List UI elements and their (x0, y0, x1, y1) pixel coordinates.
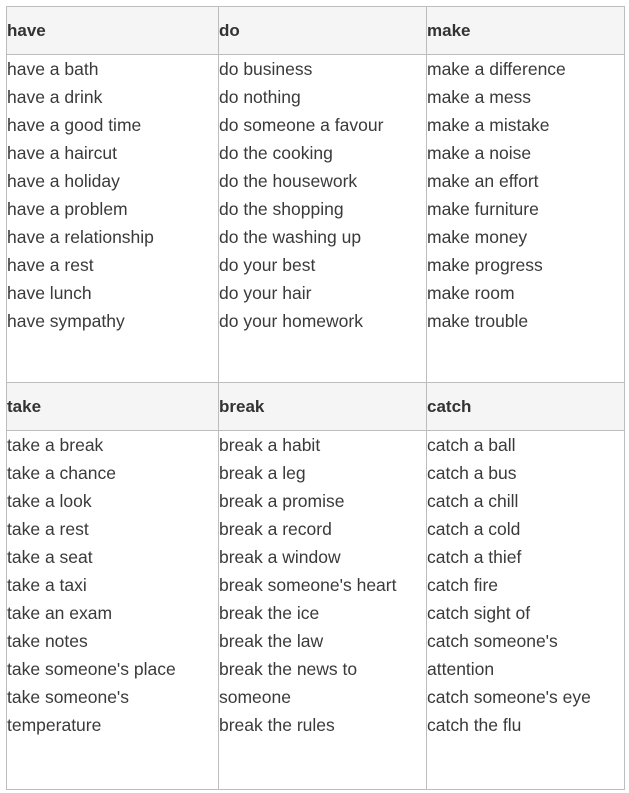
phrase-item: do someone a favour (219, 115, 384, 135)
header-row (7, 7, 625, 55)
phrase-item: catch a ball (427, 435, 516, 455)
phrase-item: make a difference (427, 59, 566, 79)
column-heading: break (219, 383, 427, 431)
phrase-item: have a holiday (7, 171, 120, 191)
phrase-item: catch a chill (427, 491, 519, 511)
phrase-item: catch someone's eye (427, 687, 591, 707)
phrase-item: attention (427, 659, 495, 679)
phrase-list (219, 431, 426, 739)
phrase-item: break a leg (219, 463, 306, 483)
phrase-list (7, 431, 218, 739)
column-heading: catch (427, 383, 625, 431)
phrase-item: do your hair (219, 283, 312, 303)
phrase-item: have a haircut (7, 143, 117, 163)
phrase-item: catch a cold (427, 519, 521, 539)
phrases-row (7, 431, 625, 790)
phrase-item: catch a bus (427, 463, 517, 483)
phrase-item: have a relationship (7, 227, 154, 247)
phrase-item: do the shopping (219, 199, 344, 219)
phrase-item: break the news to (219, 659, 358, 679)
phrase-item: have a drink (7, 87, 103, 107)
phrase-list (219, 55, 426, 335)
phrase-list (427, 55, 624, 335)
phrase-item: break the law (219, 631, 324, 651)
phrases-cell (7, 55, 219, 383)
phrase-item: take someone's place (7, 659, 176, 679)
phrase-item: catch someone's (427, 631, 558, 651)
phrase-item: catch a thief (427, 547, 522, 567)
phrase-item: do your homework (219, 311, 363, 331)
phrase-item: have a problem (7, 199, 128, 219)
phrase-list (7, 55, 218, 335)
phrase-item: catch the flu (427, 715, 522, 735)
phrase-item: someone (219, 687, 291, 707)
column-heading: have (7, 7, 219, 55)
collocations-table (6, 6, 625, 790)
phrases-cell (219, 431, 427, 790)
phrase-item: have lunch (7, 283, 92, 303)
phrase-item: do the housework (219, 171, 358, 191)
phrase-item: have a rest (7, 255, 94, 275)
phrase-item: make trouble (427, 311, 529, 331)
phrase-item: break the ice (219, 603, 320, 623)
phrase-item: have a good time (7, 115, 142, 135)
phrase-item: take notes (7, 631, 88, 651)
phrase-item: temperature (7, 715, 102, 735)
phrase-item: catch sight of (427, 603, 531, 623)
phrase-item: have a bath (7, 59, 99, 79)
phrases-cell (7, 431, 219, 790)
phrases-row (7, 55, 625, 383)
phrase-item: break the rules (219, 715, 335, 735)
column-heading: make (427, 7, 625, 55)
phrases-cell (427, 55, 625, 383)
phrase-item: take a chance (7, 463, 116, 483)
column-heading: do (219, 7, 427, 55)
phrase-list (427, 431, 624, 739)
phrase-item: take an exam (7, 603, 113, 623)
phrase-item: catch fire (427, 575, 498, 595)
phrase-item: do your best (219, 255, 316, 275)
phrase-item: take a break (7, 435, 104, 455)
phrases-cell (427, 431, 625, 790)
phrase-item: break a habit (219, 435, 321, 455)
phrase-item: break a promise (219, 491, 345, 511)
phrase-item: make furniture (427, 199, 539, 219)
phrases-cell (219, 55, 427, 383)
phrase-item: do business (219, 59, 313, 79)
phrase-item: make room (427, 283, 515, 303)
phrase-item: break a window (219, 547, 341, 567)
header-row (7, 383, 625, 431)
phrase-item: do the washing up (219, 227, 362, 247)
phrase-item: take a seat (7, 547, 93, 567)
column-heading: take (7, 383, 219, 431)
phrase-item: make money (427, 227, 528, 247)
phrase-item: take someone's (7, 687, 130, 707)
phrase-item: make a noise (427, 143, 532, 163)
phrase-item: make progress (427, 255, 543, 275)
phrase-item: do nothing (219, 87, 301, 107)
phrase-item: make a mistake (427, 115, 550, 135)
phrase-item: make an effort (427, 171, 539, 191)
phrase-item: make a mess (427, 87, 532, 107)
phrase-item: do the cooking (219, 143, 333, 163)
phrase-item: have sympathy (7, 311, 125, 331)
phrase-item: break a record (219, 519, 332, 539)
phrase-item: break someone's heart (219, 575, 397, 595)
phrase-item: take a rest (7, 519, 89, 539)
phrase-item: take a taxi (7, 575, 87, 595)
phrase-item: take a look (7, 491, 92, 511)
